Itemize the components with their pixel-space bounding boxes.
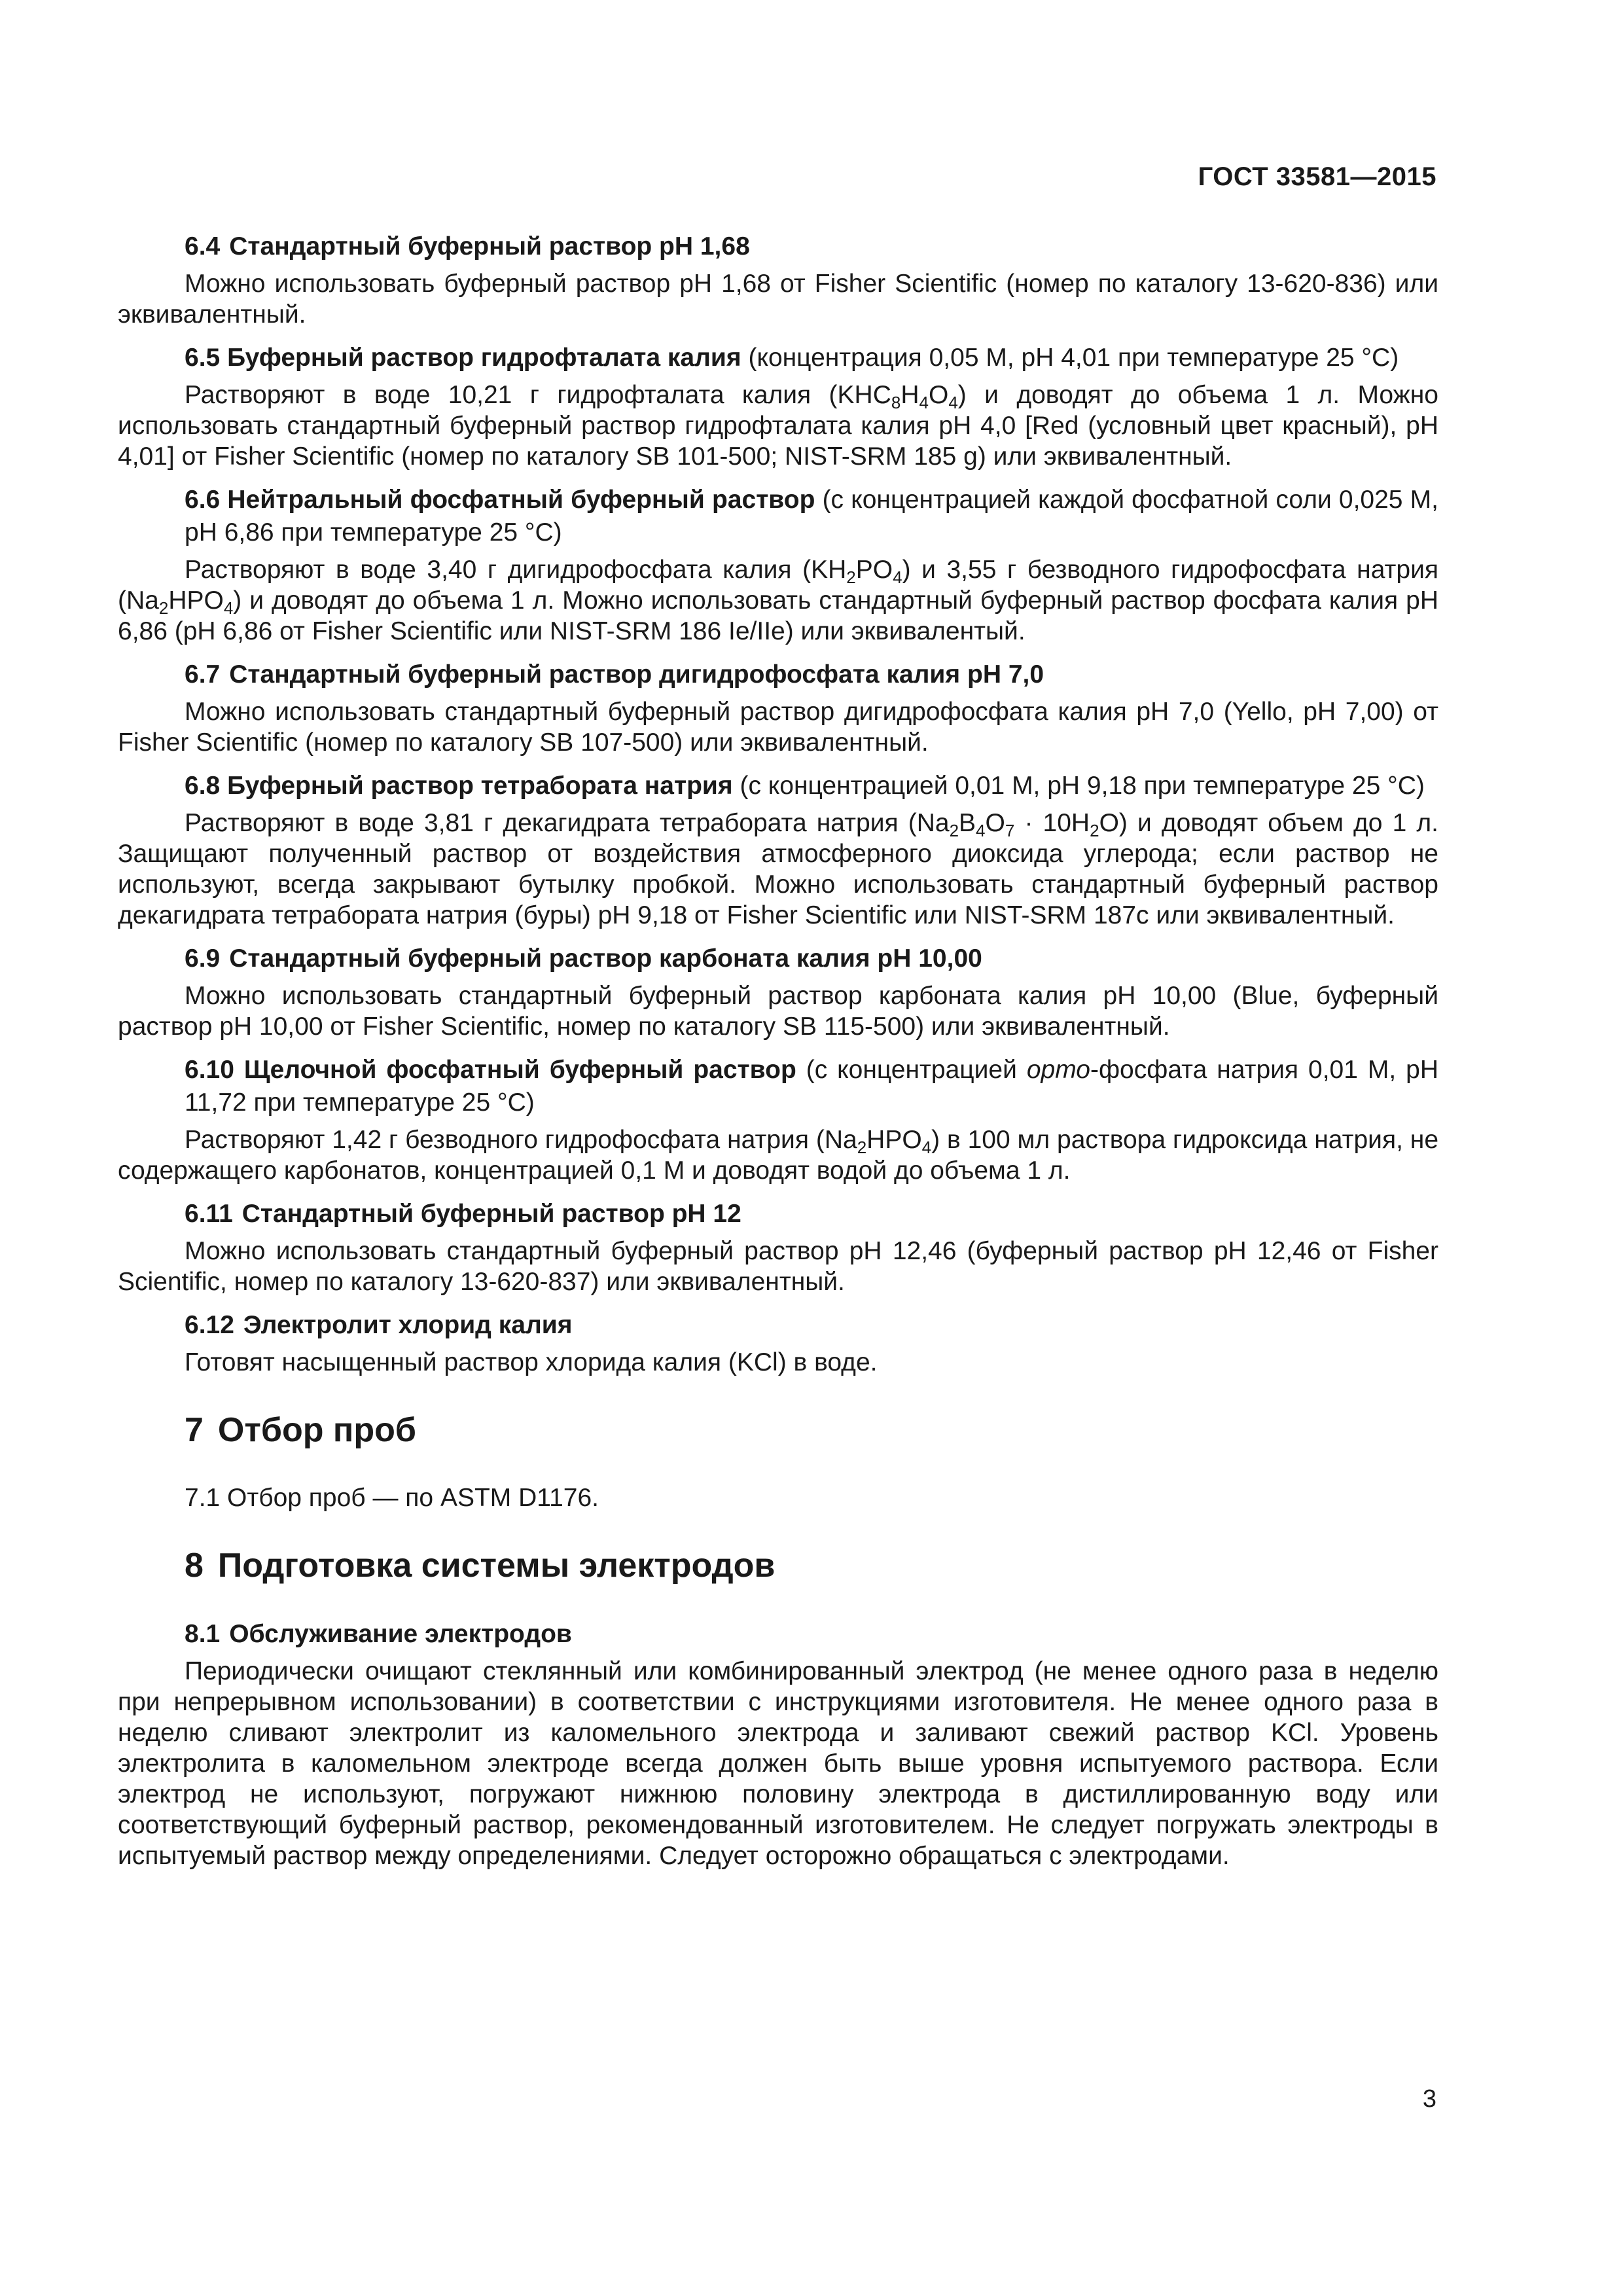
section-6-12-heading bbox=[118, 1309, 1438, 1342]
section-title: Стандартный буферный раствор карбоната калия рН 10,00 bbox=[229, 944, 982, 973]
section-6-11 bbox=[118, 1198, 1438, 1297]
section-6-7-heading bbox=[118, 658, 1438, 691]
item-7-1: 7.1 Отбор проб — по ASTM D1176. bbox=[185, 1484, 599, 1512]
section-6-10 bbox=[118, 1054, 1438, 1186]
chapter-title: Подготовка системы электродов bbox=[217, 1547, 776, 1585]
section-title: Щелочной фосфатный буферный раствор bbox=[243, 1056, 796, 1084]
section-6-10-heading: 6.10 Щелочной фосфатный буферный раствор (с концентрацией орто-фосфата натрия 0,01 М, рН 11,72 при температуре 25 °С) bbox=[185, 1056, 1439, 1117]
section-title-tail: (с концентрацией 0,01 М, рН 9,18 при температуре 25 °С) bbox=[732, 772, 1425, 800]
section-number: 6.4 bbox=[185, 232, 221, 260]
section-title: Электролит хлорид калия bbox=[243, 1311, 573, 1339]
section-number: 6.8 bbox=[185, 772, 221, 800]
section-number: 6.9 bbox=[185, 944, 221, 973]
section-6-8-heading bbox=[118, 770, 1438, 802]
section-8-1-text: Периодически очищают стеклянный или комбинированный электрод (не менее одного раза в неделю при непрерывном использовании) в соответствии с инструкциями изготовителя. Не менее одного раза в неделю сливают электролит из каломельного электрода и заливают свежий раствор KCl. Уровень электролита в каломельном электроде всегда должен быть выше уровня испытуемого раствора. Если электрод не используют, погружают нижнюю половину электрода в дистиллированную воду или соответствующий буферный раствор, рекомендованный изготовителем. Не следует погружать электроды в испытуемый раствор между определениями. Следует осторожно обращаться с электродами. bbox=[118, 1657, 1438, 1870]
chapter-7-heading bbox=[118, 1409, 1438, 1451]
section-6-5-text: Растворяют в воде 10,21 г гидрофталата калия $(KHC_8H_4O_4)$ и доводят до объема 1 л. Можно использовать стандартный буферный раствор гидрофталата калия рН 4,0 [Red (условный цвет красный), рН 4,01] от Fisher Scientific (номер по каталогу SB 101-500; NIST-SRM 185 g) или эквивалентный. bbox=[118, 381, 1438, 471]
section-title: Стандартный буферный раствор рН 12 bbox=[241, 1200, 741, 1228]
section-number: 8.1 bbox=[185, 1620, 221, 1648]
section-6-12 bbox=[118, 1309, 1438, 1378]
section-6-8 bbox=[118, 770, 1438, 931]
section-6-4-text: Можно использовать буферный раствор рН 1,68 от Fisher Scientific (номер по каталогу 13-620-836) или эквивалентный. bbox=[118, 270, 1438, 329]
section-6-9-text: Можно использовать стандартный буферный раствор карбоната калия рН 10,00 (Blue, буферный раствор рН 10,00 от Fisher Scientific, номер по каталогу SB 115-500) или эквивалентный. bbox=[118, 982, 1438, 1041]
section-6-7-text: Можно использовать стандартный буферный раствор дигидрофосфата калия рН 7,0 (Yello, рН 7,00) от Fisher Scientific (номер по каталогу SB 107-500) или эквивалентный. bbox=[118, 698, 1438, 757]
section-title: Стандартный буферный раствор дигидрофосфата калия рН 7,0 bbox=[229, 660, 1044, 689]
section-number: 6.5 bbox=[185, 344, 221, 372]
section-6-6-heading bbox=[118, 484, 1438, 549]
section-6-5 bbox=[118, 342, 1438, 472]
chapter-number: 8 bbox=[185, 1547, 204, 1585]
section-title: Буферный раствор гидрофталата калия bbox=[227, 344, 741, 372]
section-number: 6.7 bbox=[185, 660, 221, 689]
section-title: Обслуживание электродов bbox=[229, 1620, 572, 1648]
document-body bbox=[118, 230, 1438, 1883]
section-6-6 bbox=[118, 484, 1438, 647]
section-6-7 bbox=[118, 658, 1438, 758]
document-code-header: ГОСТ 33581—2015 bbox=[1198, 162, 1436, 191]
chapter-number: 7 bbox=[185, 1411, 204, 1449]
section-6-11-text: Можно использовать стандартный буферный раствор рН 12,46 (буферный раствор рН 12,46 от Fisher Scientific, номер по каталогу 13-620-837) или эквивалентный. bbox=[118, 1237, 1438, 1296]
section-6-12-text: Готовят насыщенный раствор хлорида калия (KCl) в воде. bbox=[185, 1348, 878, 1376]
section-8-1 bbox=[118, 1618, 1438, 1871]
section-6-8-text: Растворяют в воде 3,81 г декагидрата тетрабората натрия $(Na_2B_4O_7 \cdot 10H_2O)$ и доводят объем до 1 л. Защищают полученный раствор от воздействия атмосферного диоксида углерода; если раствор не используют, всегда закрывают бутылку пробкой. Можно использовать стандартный буферный раствор декагидрата тетрабората натрия (буры) рН 9,18 от Fisher Scientific или NIST-SRM 187c или эквивалентный. bbox=[118, 809, 1438, 929]
section-number: 6.11 bbox=[185, 1200, 233, 1228]
section-6-10-text: Растворяют 1,42 г безводного гидрофосфата натрия $(Na_2HPO_4)$ в 100 мл раствора гидроксида натрия, не содержащего карбонатов, концентрацией 0,1 М и доводят водой до объема 1 л. bbox=[118, 1126, 1439, 1185]
section-6-9-heading bbox=[118, 942, 1438, 975]
section-title-tail: (концентрация 0,05 М, рН 4,01 при температуре 25 °С) bbox=[741, 344, 1399, 372]
section-6-5-heading bbox=[118, 342, 1438, 374]
section-title: Нейтральный фосфатный буферный раствор bbox=[227, 486, 815, 514]
section-title: Стандартный буферный раствор рН 1,68 bbox=[229, 232, 750, 260]
section-6-4 bbox=[118, 230, 1438, 330]
italic-term: орто bbox=[1026, 1056, 1090, 1084]
chapter-title: Отбор проб bbox=[217, 1411, 416, 1449]
section-number: 6.10 bbox=[185, 1056, 234, 1084]
page-number: 3 bbox=[1422, 2085, 1436, 2113]
section-number: 6.6 bbox=[185, 486, 221, 514]
section-6-9 bbox=[118, 942, 1438, 1042]
section-title-tail: (с концентрацией каждой фосфатной соли 0,025 М, рН 6,86 при температуре 25 °С) bbox=[185, 486, 1438, 547]
chapter-8-heading bbox=[118, 1545, 1438, 1587]
section-8-1-heading bbox=[118, 1618, 1438, 1651]
section-title: Буферный раствор тетрабората натрия bbox=[227, 772, 733, 800]
section-6-4-heading bbox=[118, 230, 1438, 263]
section-6-6-text: Растворяют в воде 3,40 г дигидрофосфата калия $(KH_2PO_4)$ и 3,55 г безводного гидрофосфата натрия $(Na_2HPO_4)$ и доводят до объема 1 л. Можно использовать стандартный буферный раствор фосфата калия рН 6,86 (рН 6,86 от Fisher Scientific или NIST-SRM 186 Ie/IIe) или эквивалентый. bbox=[118, 556, 1438, 645]
section-6-11-heading bbox=[118, 1198, 1438, 1230]
section-number: 6.12 bbox=[185, 1311, 234, 1339]
